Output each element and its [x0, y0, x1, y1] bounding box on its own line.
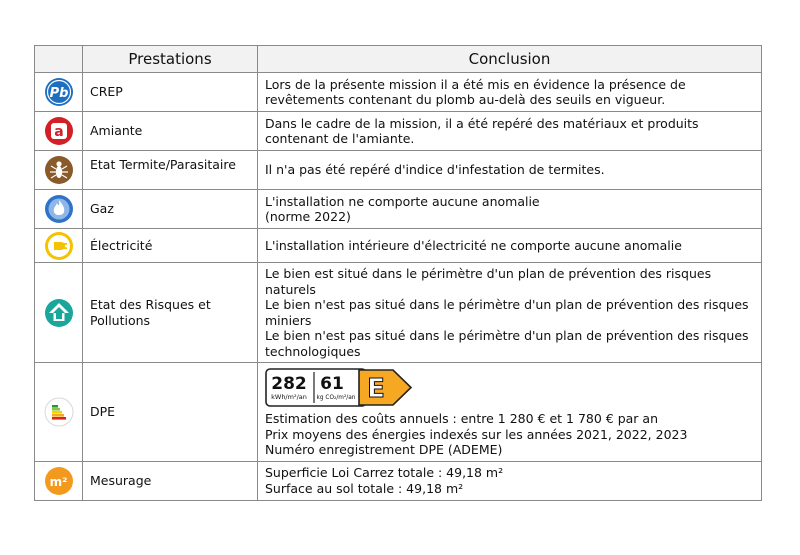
conclusion-text: Lors de la présente mission il a été mis en évidence la présence de revêtements contenant du plomb au-delà des seuils en vigueur. — [258, 73, 762, 112]
asbestos-a-icon — [44, 116, 74, 146]
table-row-amiante — [35, 112, 762, 151]
conclusion-text: Il n'a pas été repéré d'indice d'infestation de termites. — [258, 151, 762, 190]
gas-flame-icon — [44, 194, 74, 224]
conclusion-text: Le bien est situé dans le périmètre d'un plan de prévention des risques naturels Le bien n'est pas situé dans le périmètre d'un plan de prévention des risques miniers Le bien n'est pas situé dans le périmètre d'un plan de prévention des risques technologiques — [258, 263, 762, 363]
electric-plug-icon — [44, 231, 74, 261]
conclusion-text: L'installation ne comporte aucune anomalie (norme 2022) — [258, 190, 762, 229]
prestation-label: DPE — [83, 363, 258, 462]
prestation-label: Amiante — [83, 112, 258, 151]
prestation-label: CREP — [83, 73, 258, 112]
table-row-termites — [35, 151, 762, 190]
dpe-ges-unit: kg CO₂/m²/an — [316, 395, 356, 401]
conclusion-text: 282 kWh/m²/an 61 kg CO₂/m²/an E Estimation des coûts annuels : entre 1 280 € et 1 780 € par an Prix moyens des énergies indexés sur les années 2021, 2022, 2023 Numéro enregistrement DPE (ADEME) — [258, 363, 762, 462]
prestation-label: Électricité — [83, 229, 258, 263]
table-header-row — [35, 46, 762, 73]
prestation-label: Mesurage — [83, 461, 258, 500]
dpe-ges-value: 61 — [320, 374, 344, 394]
energy-label-icon — [44, 397, 74, 427]
asbestos-a-icon-text: a — [53, 124, 64, 140]
prestation-label: Etat des Risques et Pollutions — [83, 263, 258, 363]
table-row-risques — [35, 263, 762, 363]
icon-header — [35, 46, 83, 73]
conclusion-text: L'installation intérieure d'électricité ne comporte aucune anomalie — [258, 229, 762, 263]
prestation-label: Gaz — [83, 190, 258, 229]
table-row-crep — [35, 73, 762, 112]
dpe-energy-value: 282 — [271, 374, 307, 394]
dpe-energy-badge — [265, 368, 413, 408]
surface-m2-icon-text: m² — [49, 474, 67, 489]
lead-pb-icon-text: Pb — [49, 86, 68, 101]
table-row-dpe — [35, 363, 762, 462]
prestations-header: Prestations — [83, 46, 258, 73]
conclusion-text: Dans le cadre de la mission, il a été repéré des matériaux et produits contenant de l'amiante. — [258, 112, 762, 151]
termite-icon — [44, 155, 74, 185]
prestation-label: Etat Termite/Parasitaire — [83, 151, 258, 190]
house-risk-icon — [44, 298, 74, 328]
surface-m2-icon — [44, 466, 74, 496]
table-row-gaz — [35, 190, 762, 229]
conclusion-text: Superficie Loi Carrez totale : 49,18 m² Surface au sol totale : 49,18 m² — [258, 461, 762, 500]
dpe-class-letter: E — [367, 374, 385, 404]
dpe-energy-unit: kWh/m²/an — [271, 393, 307, 401]
table-row-mesurage — [35, 461, 762, 500]
diagnostics-table — [34, 45, 762, 501]
table-row-electricite — [35, 229, 762, 263]
lead-pb-icon — [44, 77, 74, 107]
conclusion-header: Conclusion — [258, 46, 762, 73]
